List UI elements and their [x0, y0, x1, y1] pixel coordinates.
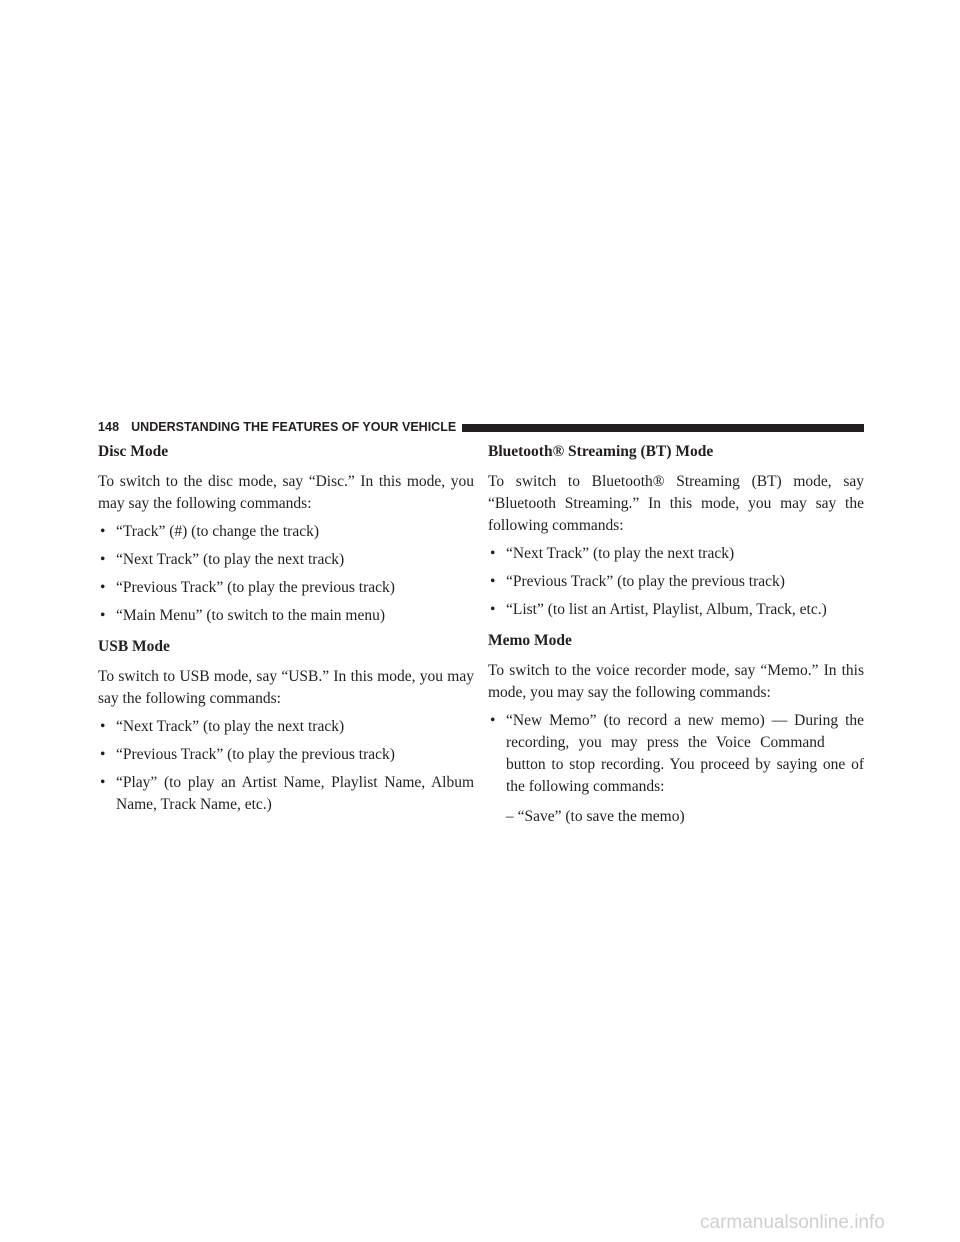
list-item-text: “Previous Track” (to play the previous track) — [116, 579, 395, 596]
list-item — [488, 543, 864, 565]
usb-mode-intro: To switch to USB mode, say “USB.” In this mode, you may say the following commands: — [98, 668, 474, 707]
memo-mode-heading: Memo Mode — [488, 632, 572, 649]
memo-command-list — [488, 710, 864, 798]
bullet-icon: • — [100, 607, 106, 624]
list-item — [488, 571, 864, 593]
list-item-text: “Track” (#) (to change the track) — [116, 523, 319, 540]
usb-mode-heading: USB Mode — [98, 638, 170, 655]
bt-command-list — [488, 543, 864, 621]
bullet-icon: • — [100, 718, 106, 735]
bt-mode-heading: Bluetooth® Streaming (BT) Mode — [488, 443, 714, 460]
bt-mode-intro: To switch to Bluetooth® Streaming (BT) mode, say “Bluetooth Streaming.” In this mode, you may say the following commands: — [488, 473, 864, 534]
page-number: 148 — [98, 420, 120, 434]
list-item-text-cont: button to stop recording. You proceed by saying one of the following commands: — [506, 756, 864, 795]
list-item — [488, 599, 864, 621]
list-item — [98, 549, 474, 571]
right-column — [488, 438, 864, 828]
list-item-text: “Next Track” (to play the next track) — [116, 551, 345, 568]
list-item — [98, 577, 474, 599]
bullet-icon: • — [100, 523, 106, 540]
bullet-icon: • — [100, 579, 106, 596]
disc-command-list — [98, 521, 474, 627]
bullet-icon: • — [490, 712, 496, 729]
list-item — [98, 521, 474, 543]
section-title: UNDERSTANDING THE FEATURES OF YOUR VEHICLE — [131, 420, 457, 434]
bullet-icon: • — [490, 601, 496, 618]
list-item-text: “Main Menu” (to switch to the main menu) — [116, 607, 386, 624]
bullet-icon: • — [100, 746, 106, 763]
list-item — [488, 710, 864, 798]
left-column — [98, 438, 474, 816]
memo-sub-item: – “Save” (to save the memo) — [506, 808, 685, 825]
list-item-text: “Next Track” (to play the next track) — [506, 545, 735, 562]
memo-mode-intro: To switch to the voice recorder mode, say “Memo.” In this mode, you may say the following commands: — [488, 662, 864, 701]
list-item-text: “Previous Track” (to play the previous track) — [506, 573, 785, 590]
list-item-text: “List” (to list an Artist, Playlist, Album, Track, etc.) — [506, 601, 827, 618]
bullet-icon: • — [100, 551, 106, 568]
page-header — [98, 418, 864, 436]
list-item — [98, 772, 474, 816]
list-item — [98, 605, 474, 627]
list-item-text: “Previous Track” (to play the previous track) — [116, 746, 395, 763]
list-item-text: “Next Track” (to play the next track) — [116, 718, 345, 735]
list-item-text: “Play” (to play an Artist Name, Playlist Name, Album Name, Track Name, etc.) — [116, 774, 474, 813]
disc-mode-heading: Disc Mode — [98, 443, 169, 460]
bullet-icon: • — [490, 545, 496, 562]
list-item-text: “New Memo” (to record a new memo) — During the recording, you may press the Voice Command — [506, 712, 864, 751]
watermark: carmanualsonline.info — [700, 1212, 885, 1233]
list-item — [98, 744, 474, 766]
disc-mode-intro: To switch to the disc mode, say “Disc.” In this mode, you may say the following commands: — [98, 473, 474, 512]
usb-command-list — [98, 716, 474, 816]
bullet-icon: • — [100, 774, 106, 791]
bullet-icon: • — [490, 573, 496, 590]
list-item — [98, 716, 474, 738]
header-rule — [462, 424, 864, 432]
